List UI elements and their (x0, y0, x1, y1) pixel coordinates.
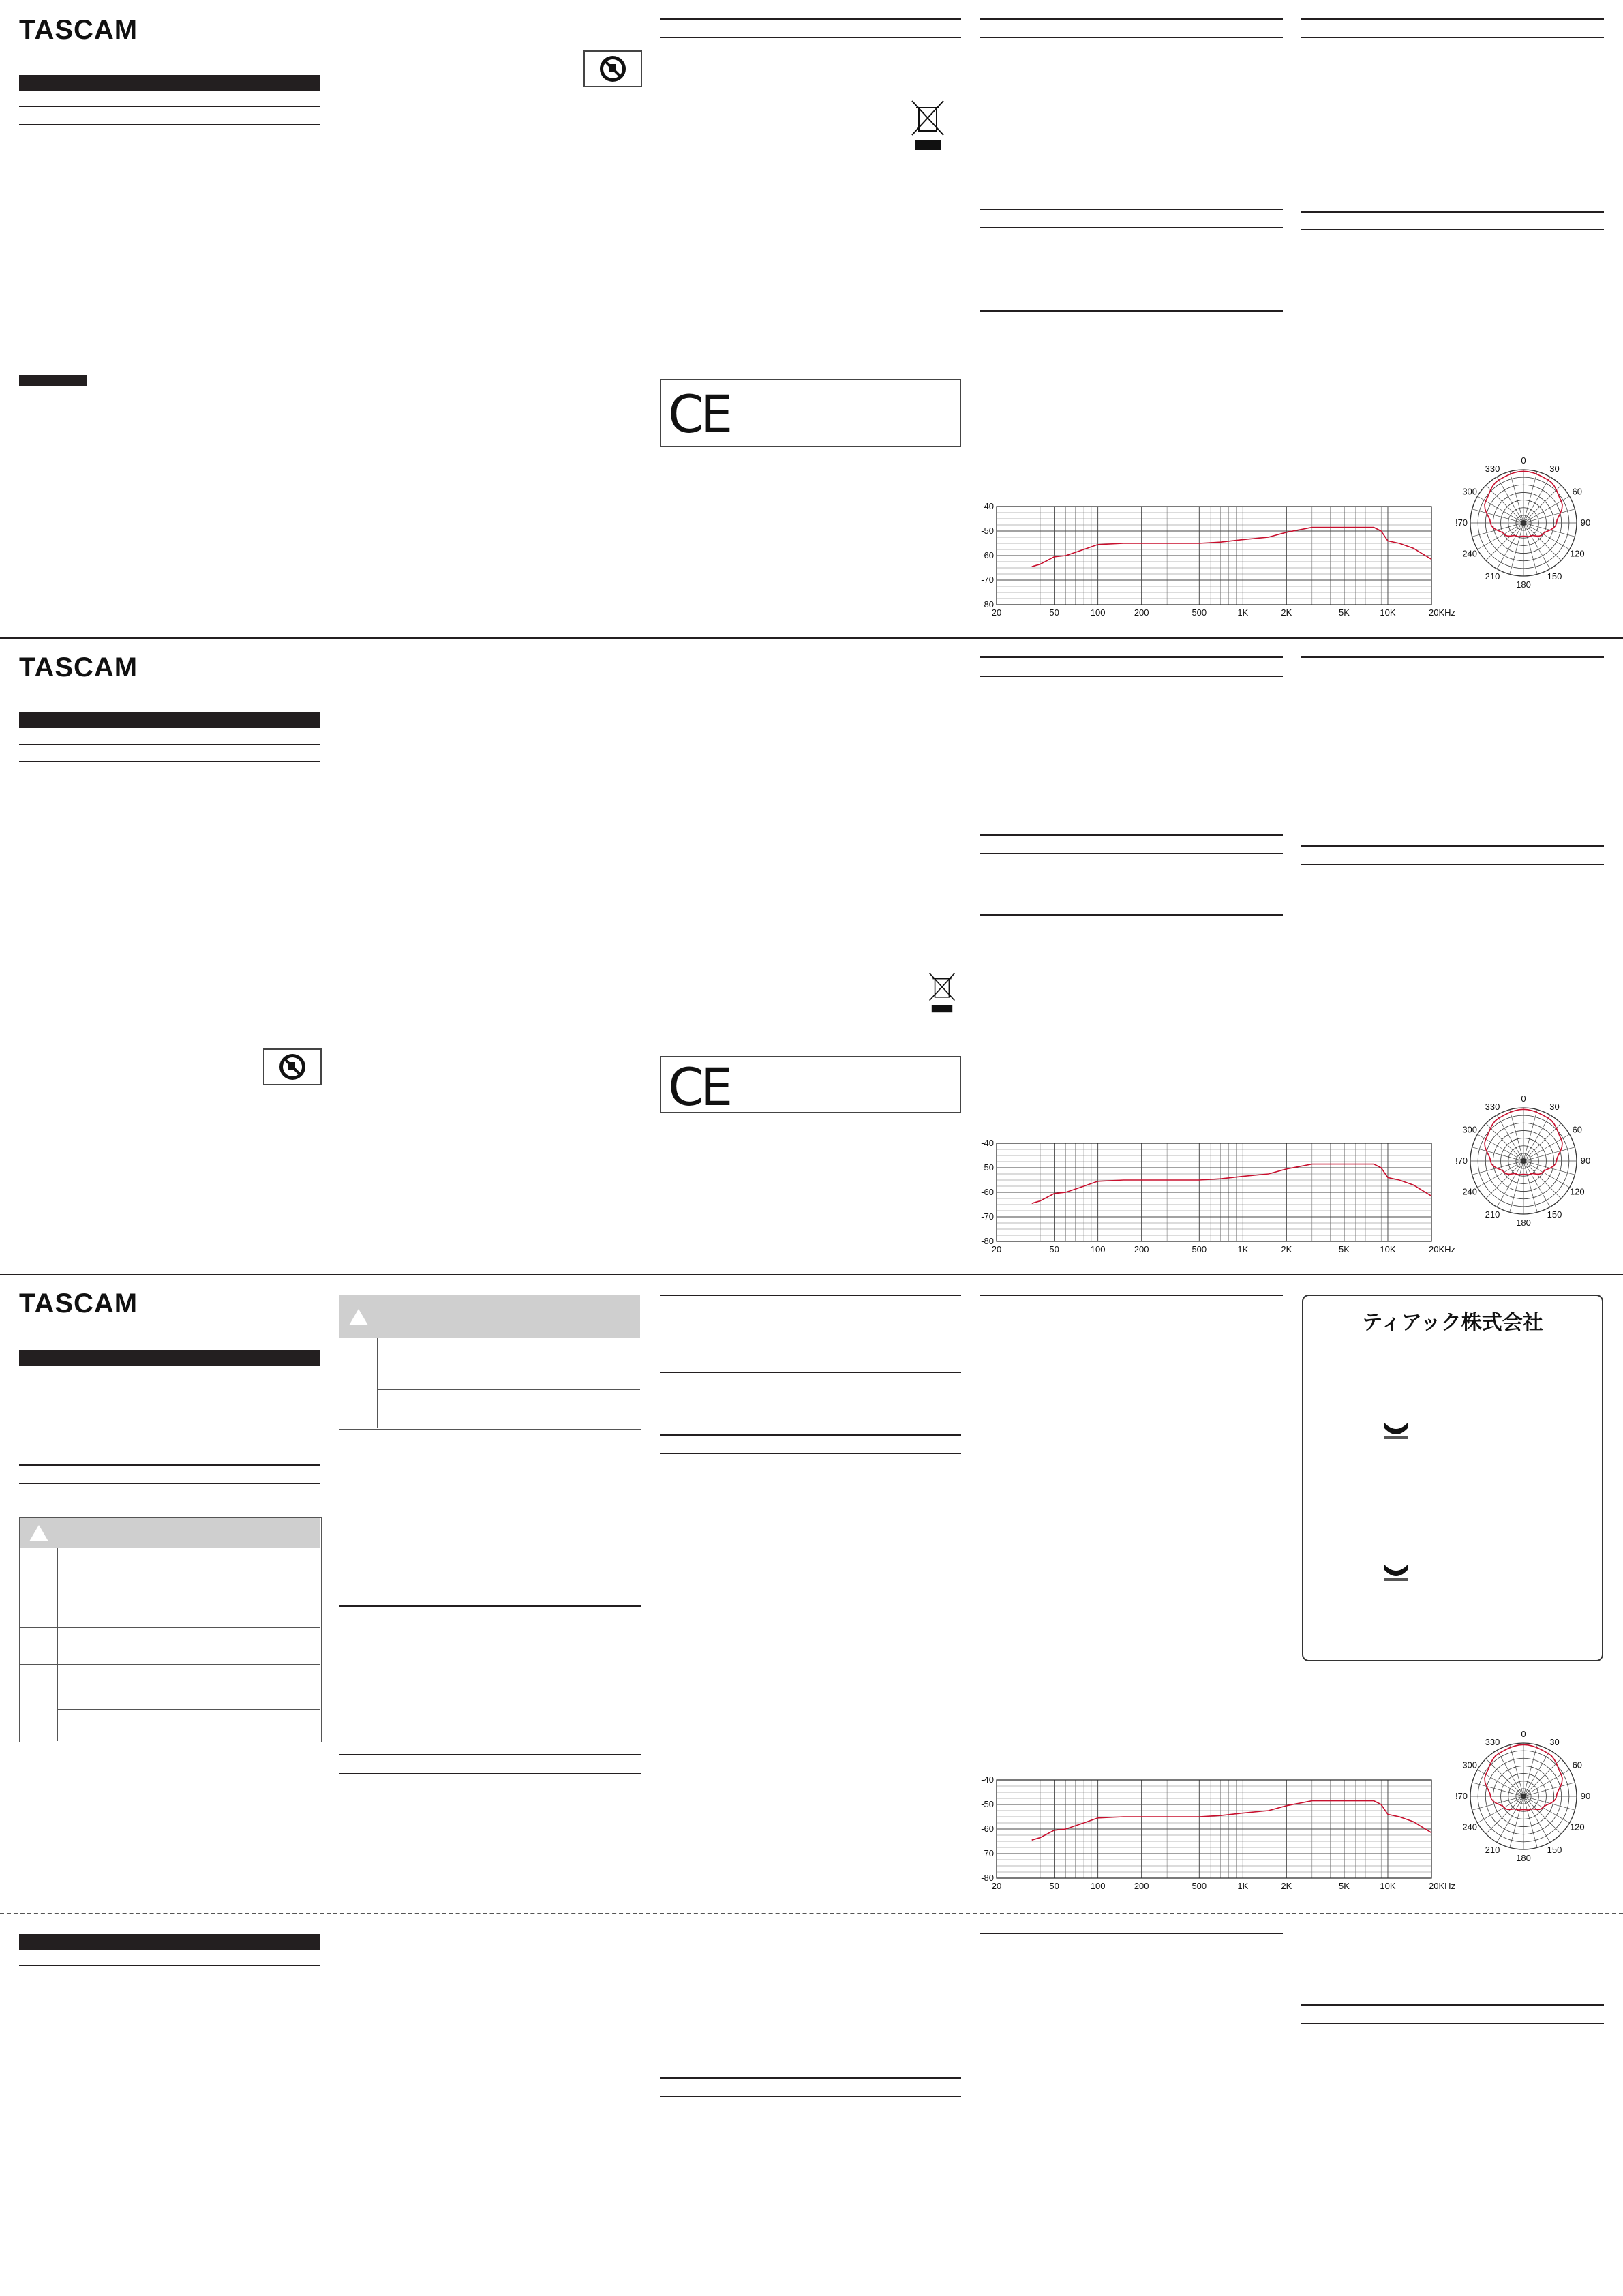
frequency-response-chart (976, 1774, 1456, 1895)
polar-spoke (1523, 1745, 1537, 1796)
polar-angle-label: !70 (1455, 517, 1468, 528)
divider (1301, 845, 1604, 847)
polar-spoke (1486, 1123, 1523, 1161)
x-tick-label: 20 (991, 607, 1002, 618)
x-tick-label: 50 (1049, 1244, 1059, 1254)
x-tick-label: 2K (1281, 607, 1292, 618)
polar-spoke (1523, 1796, 1561, 1834)
x-tick-label: 10K (1380, 1881, 1396, 1891)
y-tick-label: -40 (981, 1774, 994, 1785)
section-title-bar (19, 1934, 320, 1950)
polar-spoke (1523, 1161, 1575, 1175)
warning-table (19, 1517, 322, 1742)
frequency-response-chart (976, 1137, 1456, 1258)
polar-angle-label: !70 (1455, 1791, 1468, 1801)
brand-logo: TASCAM (19, 15, 138, 45)
y-tick-label: -60 (981, 1187, 994, 1197)
divider (980, 853, 1283, 854)
y-tick-label: -80 (981, 1236, 994, 1246)
polar-angle-label: 300 (1462, 486, 1478, 497)
divider (660, 1295, 961, 1296)
polar-spoke (1472, 523, 1523, 537)
divider (980, 656, 1283, 658)
divider (980, 1295, 1283, 1296)
polar-spoke (1472, 1147, 1523, 1161)
polar-angle-label: 120 (1569, 1822, 1585, 1832)
polar-spoke (1472, 1796, 1523, 1810)
x-tick-label: 5K (1339, 1244, 1350, 1254)
polar-angle-label: 30 (1549, 1102, 1560, 1113)
y-tick-label: -80 (981, 599, 994, 609)
polar-center (1521, 1794, 1526, 1799)
section-separator (0, 1274, 1623, 1275)
divider (19, 744, 320, 745)
polar-spoke (1523, 1161, 1537, 1212)
polar-spoke (1486, 523, 1523, 560)
polar-spoke (1486, 1161, 1523, 1198)
x-tick-label: 200 (1134, 607, 1149, 618)
divider (660, 1434, 961, 1436)
x-tick-label: 5K (1339, 1881, 1350, 1891)
response-curve (1032, 1801, 1431, 1841)
polar-angle-label: 90 (1580, 1155, 1591, 1166)
x-tick-label: 50 (1049, 1881, 1059, 1891)
divider (980, 37, 1283, 38)
polar-angle-label: 120 (1569, 1186, 1585, 1197)
polar-angle-label: 90 (1580, 1791, 1591, 1801)
divider (339, 1773, 641, 1774)
x-tick-label: 200 (1134, 1881, 1149, 1891)
polar-angle-label: 60 (1572, 486, 1583, 497)
polar-spoke (1523, 523, 1537, 574)
x-tick-label: 20KHz (1429, 607, 1456, 618)
divider (1301, 864, 1604, 865)
section-title-bar (19, 712, 320, 728)
polar-angle-label: 60 (1572, 1759, 1583, 1770)
divider (1301, 229, 1604, 230)
cut-line (0, 1913, 1623, 1914)
x-tick-label: 100 (1090, 1244, 1106, 1254)
ce-declaration-box (660, 379, 961, 447)
divider (1301, 2004, 1604, 2006)
y-tick-label: -60 (981, 550, 994, 560)
section-separator (0, 637, 1623, 639)
polar-spoke (1472, 1783, 1523, 1796)
polar-spoke (1523, 523, 1575, 537)
polar-spoke (1523, 1796, 1537, 1847)
response-curve (1032, 1164, 1431, 1204)
polar-angle-label: 120 (1569, 548, 1585, 559)
certification-mark-icon (1382, 1420, 1410, 1442)
polar-angle-label: 210 (1485, 1844, 1500, 1855)
polar-pattern-chart (1438, 1077, 1609, 1241)
polar-spoke (1510, 1796, 1523, 1847)
divider (339, 1605, 641, 1607)
x-tick-label: 500 (1192, 1881, 1207, 1891)
polar-spoke (1472, 509, 1523, 523)
polar-angle-label: 30 (1549, 1737, 1560, 1748)
divider (660, 2096, 961, 2097)
weee-bin-icon (928, 972, 956, 1016)
x-tick-label: 200 (1134, 1244, 1149, 1254)
divider (19, 124, 320, 125)
no-trash-icon (585, 52, 641, 86)
polar-spoke (1523, 1123, 1561, 1161)
divider (660, 1453, 961, 1454)
polar-spoke (1510, 523, 1523, 574)
x-tick-label: 1K (1237, 607, 1249, 618)
warning-triangle-icon (29, 1525, 48, 1541)
warning-triangle-icon (349, 1309, 368, 1325)
polar-angle-label: 30 (1549, 464, 1560, 474)
warning-header (20, 1518, 320, 1548)
frequency-response-chart (976, 500, 1456, 622)
y-tick-label: -70 (981, 1211, 994, 1222)
x-tick-label: 2K (1281, 1881, 1292, 1891)
polar-spoke (1523, 523, 1561, 560)
section-title-bar (19, 1350, 320, 1366)
x-tick-label: 2K (1281, 1244, 1292, 1254)
polar-spoke (1523, 1161, 1561, 1198)
polar-spoke (1523, 1783, 1575, 1796)
polar-spoke (1523, 485, 1561, 523)
polar-angle-label: 150 (1547, 1209, 1562, 1220)
polar-angle-label: 60 (1572, 1124, 1583, 1135)
polar-angle-label: 330 (1485, 1737, 1500, 1748)
polar-angle-label: 0 (1521, 1729, 1526, 1739)
polar-spoke (1510, 1745, 1523, 1796)
y-tick-label: -50 (981, 526, 994, 536)
divider (1301, 37, 1604, 38)
weee-bin-symbol (928, 972, 956, 1016)
ce-mark: CE (668, 384, 729, 444)
x-tick-label: 5K (1339, 607, 1350, 618)
brand-logo: TASCAM (19, 652, 138, 682)
polar-angle-label: 0 (1521, 455, 1526, 466)
x-tick-label: 100 (1090, 607, 1106, 618)
divider (19, 1483, 320, 1484)
y-tick-label: -70 (981, 1848, 994, 1858)
ce-declaration-box (660, 1056, 961, 1117)
divider (980, 209, 1283, 210)
polar-angle-label: 240 (1462, 1822, 1478, 1832)
warning-header (339, 1295, 640, 1338)
x-tick-label: 1K (1237, 1881, 1249, 1891)
divider (660, 1372, 961, 1373)
y-tick-label: -60 (981, 1824, 994, 1834)
x-tick-label: 50 (1049, 607, 1059, 618)
divider (19, 1464, 320, 1466)
polar-angle-label: !70 (1455, 1155, 1468, 1166)
polar-angle-label: 90 (1580, 517, 1591, 528)
y-tick-label: -80 (981, 1873, 994, 1883)
weee-bin-icon (911, 100, 945, 154)
ce-mark: CE (668, 1057, 729, 1117)
polar-angle-label: 150 (1547, 571, 1562, 581)
x-tick-label: 1K (1237, 1244, 1249, 1254)
divider (1301, 18, 1604, 20)
polar-angle-label: 300 (1462, 1124, 1478, 1135)
polar-angle-label: 330 (1485, 464, 1500, 474)
polar-angle-label: 0 (1521, 1093, 1526, 1104)
polar-spoke (1486, 1796, 1523, 1834)
polar-angle-label: 300 (1462, 1759, 1478, 1770)
polar-spoke (1523, 509, 1575, 523)
divider (980, 18, 1283, 20)
divider (980, 310, 1283, 312)
polar-spoke (1472, 1161, 1523, 1175)
polar-angle-label: 180 (1516, 1218, 1531, 1228)
certification-mark-icon (1382, 1562, 1410, 1584)
polar-spoke (1523, 1796, 1575, 1810)
polar-angle-label: 210 (1485, 571, 1500, 581)
divider (1301, 2023, 1604, 2024)
divider (980, 914, 1283, 916)
divider (980, 676, 1283, 677)
polar-center (1521, 520, 1526, 526)
polar-angle-label: 210 (1485, 1209, 1500, 1220)
polar-spoke (1486, 1759, 1523, 1796)
no-trash-icon (264, 1050, 320, 1084)
x-tick-label: 500 (1192, 1244, 1207, 1254)
polar-angle-label: 180 (1516, 579, 1531, 590)
divider (660, 18, 961, 20)
no-trash-symbol (263, 1048, 322, 1085)
subheading-bar (19, 375, 87, 386)
y-tick-label: -50 (981, 1799, 994, 1809)
polar-angle-label: 240 (1462, 548, 1478, 559)
divider (19, 106, 320, 107)
brand-logo: TASCAM (19, 1288, 138, 1318)
y-tick-label: -50 (981, 1162, 994, 1173)
divider (1301, 211, 1604, 213)
weee-bin-symbol (911, 100, 945, 154)
divider (19, 1965, 320, 1966)
divider (660, 2077, 961, 2079)
polar-spoke (1486, 485, 1523, 523)
y-tick-label: -40 (981, 1138, 994, 1148)
polar-angle-label: 240 (1462, 1186, 1478, 1197)
divider (339, 1754, 641, 1755)
x-tick-label: 20KHz (1429, 1244, 1456, 1254)
polar-center (1521, 1158, 1526, 1164)
y-tick-label: -70 (981, 575, 994, 585)
polar-angle-label: 150 (1547, 1844, 1562, 1855)
warning-table (339, 1295, 641, 1430)
x-tick-label: 20 (991, 1244, 1002, 1254)
divider (1301, 656, 1604, 658)
polar-spoke (1523, 1147, 1575, 1161)
x-tick-label: 10K (1380, 607, 1396, 618)
section-title-bar (19, 75, 320, 91)
polar-spoke (1523, 472, 1537, 523)
divider (660, 37, 961, 38)
polar-spoke (1523, 1759, 1561, 1796)
no-trash-symbol (583, 50, 642, 87)
polar-angle-label: 180 (1516, 1853, 1531, 1863)
divider (980, 1933, 1283, 1934)
x-tick-label: 500 (1192, 607, 1207, 618)
polar-pattern-chart (1438, 1712, 1609, 1876)
polar-spoke (1510, 1161, 1523, 1212)
response-curve (1032, 528, 1431, 567)
y-tick-label: -40 (981, 501, 994, 511)
company-name: ティアック株式会社 (1362, 1311, 1543, 1335)
x-tick-label: 20KHz (1429, 1881, 1456, 1891)
polar-pattern-chart (1438, 439, 1609, 603)
divider (980, 227, 1283, 228)
divider (980, 834, 1283, 836)
polar-spoke (1510, 472, 1523, 523)
x-tick-label: 10K (1380, 1244, 1396, 1254)
x-tick-label: 100 (1090, 1881, 1106, 1891)
polar-spoke (1523, 1110, 1537, 1161)
x-tick-label: 20 (991, 1881, 1002, 1891)
divider (19, 761, 320, 762)
polar-spoke (1510, 1110, 1523, 1161)
polar-angle-label: 330 (1485, 1102, 1500, 1113)
company-info-box (1302, 1295, 1603, 1661)
